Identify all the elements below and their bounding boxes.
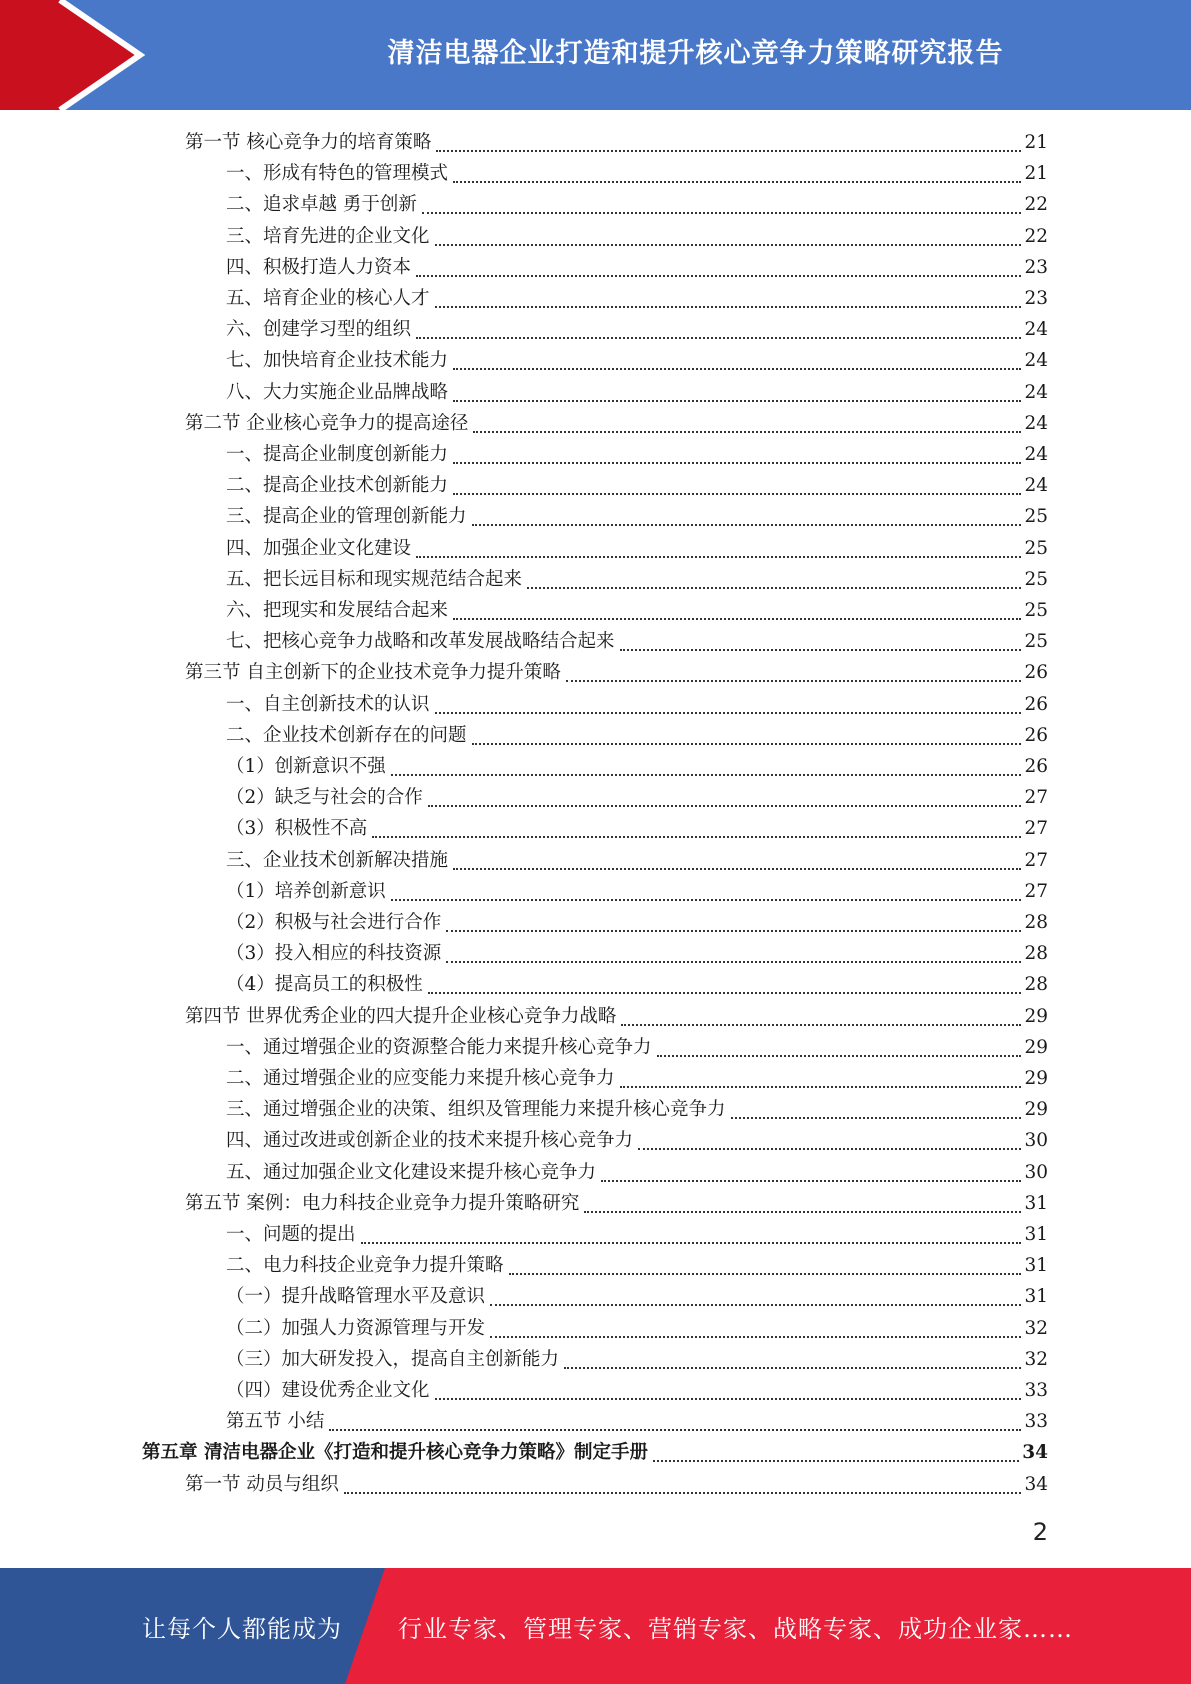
toc-entry[interactable] [226, 1250, 1048, 1281]
toc-entry-label: 五、通过加强企业文化建设来提升核心竞争力 [226, 1161, 597, 1183]
toc-dot-leader [422, 211, 1022, 214]
document-title: 清洁电器企业打造和提升核心竞争力策略研究报告 [387, 37, 1004, 69]
toc-entry-label: 二、电力科技企业竞争力提升策略 [226, 1255, 504, 1277]
toc-entry-label: 四、积极打造人力资本 [226, 256, 412, 278]
toc-entry-page: 27 [1024, 787, 1048, 809]
toc-entry[interactable] [226, 813, 1048, 844]
toc-entry[interactable] [226, 314, 1048, 345]
toc-dot-leader [620, 1085, 1022, 1088]
toc-entry-page: 28 [1024, 974, 1048, 996]
toc-entry-page: 34 [1024, 1473, 1048, 1495]
toc-entry[interactable] [226, 1344, 1048, 1375]
toc-entry[interactable] [185, 1001, 1048, 1032]
toc-dot-leader [490, 1303, 1021, 1306]
toc-entry[interactable] [226, 751, 1048, 782]
toc-entry-page: 31 [1024, 1192, 1048, 1214]
toc-dot-leader [731, 1116, 1022, 1119]
toc-entry-label: 二、追求卓越 勇于创新 [226, 194, 417, 216]
toc-entry-label: 二、通过增强企业的应变能力来提升核心竞争力 [226, 1068, 615, 1089]
toc-entry-page: 31 [1024, 1255, 1048, 1277]
toc-dot-leader [344, 1491, 1022, 1494]
toc-entry[interactable] [226, 689, 1048, 720]
toc-entry-label: 四、通过改进或创新企业的技术来提升核心竞争力 [226, 1130, 634, 1152]
toc-entry-page: 30 [1024, 1161, 1048, 1183]
toc-entry[interactable] [226, 470, 1048, 501]
toc-dot-leader [329, 1428, 1021, 1431]
toc-dot-leader [638, 1147, 1021, 1150]
toc-entry-label: （1）创新意识不强 [226, 756, 386, 777]
toc-entry-label: 一、自主创新技术的认识 [226, 693, 430, 715]
toc-entry-page: 25 [1024, 506, 1048, 528]
toc-entry-label: （4）提高员工的积极性 [226, 974, 423, 996]
toc-entry-label: 第五节 案例：电力科技企业竞争力提升策略研究 [185, 1192, 580, 1214]
toc-entry-label: 七、加快培育企业技术能力 [226, 350, 449, 372]
toc-dot-leader [453, 399, 1021, 402]
toc-entry-page: 25 [1024, 568, 1048, 590]
toc-entry-label: （3）积极性不高 [226, 818, 368, 840]
footer-slogan-left: 让每个人都能成为 [142, 1614, 342, 1643]
footer-slogan-right: 行业专家、管理专家、营销专家、战略专家、成功企业家…… [398, 1614, 1073, 1643]
toc-entry-page: 23 [1024, 288, 1048, 309]
toc-dot-leader [428, 991, 1022, 994]
toc-entry[interactable] [226, 1406, 1048, 1437]
toc-entry[interactable] [226, 1032, 1048, 1063]
toc-entry-label: 第一节 动员与组织 [185, 1473, 339, 1495]
toc-entry[interactable] [226, 1313, 1048, 1344]
toc-entry[interactable] [226, 501, 1048, 532]
toc-dot-leader [453, 617, 1021, 620]
toc-entry[interactable] [226, 283, 1048, 314]
toc-entry-label: （一）提升战略管理水平及意识 [226, 1286, 486, 1308]
toc-dot-leader [446, 929, 1021, 932]
toc-dot-leader [453, 367, 1021, 370]
toc-entry-page: 29 [1024, 1068, 1048, 1089]
toc-entry[interactable] [226, 158, 1048, 189]
toc-entry-label: 一、通过增强企业的资源整合能力来提升核心竞争力 [226, 1036, 652, 1058]
toc-entry[interactable] [226, 1157, 1048, 1188]
toc-dot-leader [446, 960, 1021, 963]
toc-entry-page: 23 [1024, 256, 1048, 278]
toc-entry[interactable] [226, 938, 1048, 969]
toc-entry[interactable] [226, 626, 1048, 657]
toc-entry-page: 25 [1024, 600, 1048, 621]
toc-dot-leader [391, 773, 1022, 776]
toc-entry-page: 26 [1024, 693, 1048, 715]
toc-dot-leader [416, 274, 1021, 277]
toc-entry-page: 27 [1024, 818, 1048, 840]
toc-entry-page: 24 [1024, 319, 1048, 341]
toc-entry-page: 29 [1024, 1036, 1048, 1058]
toc-entry[interactable] [185, 1188, 1048, 1219]
toc-entry-page: 33 [1024, 1380, 1048, 1401]
toc-entry-label: 三、通过增强企业的决策、组织及管理能力来提升核心竞争力 [226, 1099, 726, 1121]
toc-entry-label: 七、把核心竞争力战略和改革发展战略结合起来 [226, 631, 615, 653]
toc-dot-leader [391, 898, 1022, 901]
toc-entry[interactable] [226, 1281, 1048, 1312]
toc-dot-leader [621, 1023, 1021, 1026]
toc-entry[interactable] [226, 221, 1048, 252]
toc-dot-leader [428, 804, 1022, 807]
toc-dot-leader [435, 711, 1022, 714]
toc-entry[interactable] [185, 657, 1048, 688]
toc-dot-leader [657, 1054, 1022, 1057]
toc-dot-leader [472, 523, 1022, 526]
toc-entry-label: 第四节 世界优秀企业的四大提升企业核心竞争力战略 [185, 1005, 617, 1027]
toc-dot-leader [653, 1459, 1019, 1462]
toc-entry-label: （2）缺乏与社会的合作 [226, 787, 423, 809]
page-header [0, 0, 1191, 110]
toc-entry-label: （1）培养创新意识 [226, 880, 386, 902]
toc-entry-page: 28 [1024, 943, 1048, 965]
toc-entry-page: 21 [1024, 163, 1048, 185]
toc-entry-label: 六、把现实和发展结合起来 [226, 600, 449, 621]
toc-dot-leader [453, 180, 1021, 183]
toc-entry-page: 27 [1024, 849, 1048, 871]
toc-entry-page: 33 [1024, 1411, 1048, 1433]
toc-entry[interactable] [226, 595, 1048, 626]
toc-entry-page: 26 [1024, 724, 1048, 746]
toc-entry[interactable] [226, 1094, 1048, 1125]
toc-entry-label: 一、问题的提出 [226, 1224, 356, 1245]
toc-entry-label: （二）加强人力资源管理与开发 [226, 1317, 486, 1339]
toc-entry-label: 三、提高企业的管理创新能力 [226, 506, 467, 528]
toc-entry[interactable] [226, 439, 1048, 470]
toc-entry[interactable] [226, 969, 1048, 1000]
toc-entry[interactable] [226, 345, 1048, 376]
toc-entry-label: 一、形成有特色的管理模式 [226, 163, 449, 185]
toc-entry-label: 第一节 核心竞争力的培育策略 [185, 132, 432, 153]
toc-entry-label: 六、创建学习型的组织 [226, 319, 412, 341]
toc-dot-leader [453, 461, 1021, 464]
toc-entry-page: 26 [1024, 756, 1048, 777]
toc-entry-label: 三、培育先进的企业文化 [226, 225, 430, 247]
page-footer [0, 1568, 1191, 1684]
toc-dot-leader [564, 1366, 1021, 1369]
toc-entry-label: （2）积极与社会进行合作 [226, 912, 442, 933]
toc-entry-label: 第五节 小结 [226, 1411, 325, 1433]
toc-dot-leader [566, 679, 1022, 682]
toc-entry-page: 24 [1024, 412, 1048, 434]
toc-entry-page: 32 [1024, 1348, 1048, 1370]
toc-dot-leader [620, 648, 1022, 651]
toc-entry-page: 25 [1024, 537, 1048, 559]
toc-entry[interactable] [185, 1469, 1048, 1500]
toc-entry-page: 22 [1024, 225, 1048, 247]
toc-dot-leader [436, 149, 1021, 152]
toc-dot-leader [435, 243, 1022, 246]
toc-dot-leader [601, 1179, 1021, 1182]
toc-entry-label: 第二节 企业核心竞争力的提高途径 [185, 412, 469, 434]
toc-dot-leader [473, 430, 1021, 433]
toc-entry-page: 27 [1024, 880, 1048, 902]
toc-entry[interactable] [226, 845, 1048, 876]
toc-entry-label: 二、提高企业技术创新能力 [226, 475, 449, 497]
toc-dot-leader [490, 1335, 1021, 1338]
toc-entry-page: 28 [1024, 912, 1048, 933]
toc-dot-leader [435, 305, 1022, 308]
toc-entry[interactable] [226, 1125, 1048, 1156]
toc-entry-label: 一、提高企业制度创新能力 [226, 444, 449, 465]
toc-entry-page: 24 [1024, 475, 1048, 497]
toc-entry-page: 30 [1024, 1130, 1048, 1152]
toc-dot-leader [416, 336, 1021, 339]
toc-entry[interactable] [226, 377, 1048, 408]
toc-entry[interactable] [226, 782, 1048, 813]
toc-entry[interactable] [185, 408, 1048, 439]
toc-entry-label: （三）加大研发投入，提高自主创新能力 [226, 1348, 560, 1370]
toc-dot-leader [372, 835, 1021, 838]
toc-entry-page: 29 [1024, 1005, 1048, 1027]
toc-entry-label: 五、把长远目标和现实规范结合起来 [226, 568, 523, 590]
toc-entry-label: 第五章 清洁电器企业《打造和提升核心竞争力策略》制定手册 [142, 1442, 648, 1464]
toc-entry-page: 34 [1022, 1442, 1048, 1464]
toc-entry-page: 31 [1024, 1286, 1048, 1308]
toc-entry-page: 21 [1024, 132, 1048, 153]
toc-entry[interactable] [226, 876, 1048, 907]
toc-entry-label: （3）投入相应的科技资源 [226, 943, 442, 965]
toc-dot-leader [361, 1241, 1022, 1244]
toc-entry-label: （四）建设优秀企业文化 [226, 1380, 430, 1401]
toc-entry-label: 第三节 自主创新下的企业技术竞争力提升策略 [185, 662, 561, 684]
toc-dot-leader [416, 555, 1021, 558]
toc-entry-page: 25 [1024, 631, 1048, 653]
toc-entry-label: 五、培育企业的核心人才 [226, 288, 430, 309]
toc-entry[interactable] [226, 533, 1048, 564]
toc-entry[interactable] [226, 720, 1048, 751]
toc-entry[interactable] [226, 564, 1048, 595]
toc-entry-page: 24 [1024, 350, 1048, 372]
toc-entry-label: 四、加强企业文化建设 [226, 537, 412, 559]
toc-entry[interactable] [142, 1437, 1048, 1468]
toc-entry-label: 三、企业技术创新解决措施 [226, 849, 449, 871]
toc-entry[interactable] [226, 1375, 1048, 1406]
toc-entry[interactable] [226, 1063, 1048, 1094]
toc-dot-leader [509, 1272, 1022, 1275]
toc-entry-page: 24 [1024, 444, 1048, 465]
toc-entry-page: 31 [1024, 1224, 1048, 1245]
toc-entry-page: 22 [1024, 194, 1048, 216]
toc-entry[interactable] [226, 907, 1048, 938]
toc-entry[interactable] [226, 189, 1048, 220]
toc-entry[interactable] [226, 1219, 1048, 1250]
toc-dot-leader [472, 742, 1022, 745]
toc-entry-page: 29 [1024, 1099, 1048, 1121]
toc-dot-leader [435, 1397, 1022, 1400]
toc-entry-label: 八、大力实施企业品牌战略 [226, 381, 449, 403]
toc-entry-label: 二、企业技术创新存在的问题 [226, 724, 467, 746]
toc-dot-leader [527, 586, 1021, 589]
toc-dot-leader [453, 492, 1021, 495]
toc-dot-leader [453, 867, 1021, 870]
page-number: 2 [1032, 1518, 1048, 1546]
toc-entry-page: 32 [1024, 1317, 1048, 1339]
toc-entry-page: 26 [1024, 662, 1048, 684]
toc-entry-page: 24 [1024, 381, 1048, 403]
toc-dot-leader [584, 1210, 1021, 1213]
toc-entry[interactable] [185, 127, 1048, 158]
toc-entry[interactable] [226, 252, 1048, 283]
